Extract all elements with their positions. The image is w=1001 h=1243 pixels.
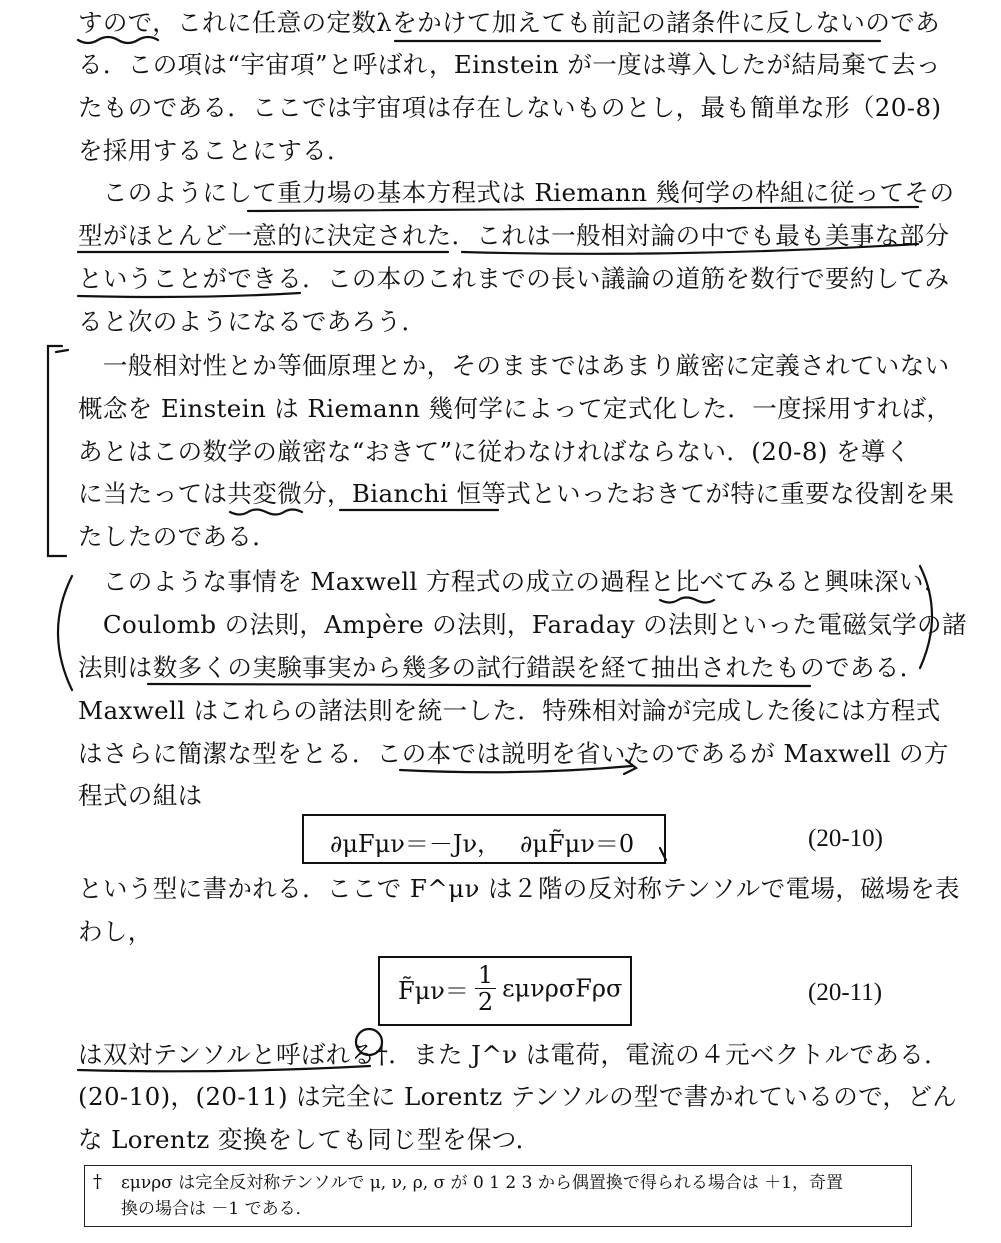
wavy-underline-kyohen [230, 510, 302, 515]
text-line-16: 法則は数多くの実験事実から幾多の試行錯誤を経て抽出されたものである． [78, 653, 925, 682]
text-line-6: 型がほとんど一意的に決定された．これは一般相対論の中でも最も美事な部分 [78, 221, 950, 250]
text-line-12: に当たっては共変微分，Bianchi 恒等式といったおきてが特に重要な役割を果 [78, 479, 955, 508]
text-line-24: な Lorentz 変換をしても同じ型を保つ． [78, 1125, 541, 1154]
text-line-3: たものである．ここでは宇宙項は存在しないものとし，最も簡単な形（20-8) [78, 93, 942, 122]
footnote-line-1: εμνρσ は完全反対称テンソルで μ, ν, ρ, σ が 0 1 2 3 から偶置換で得られる場合は ＋1，奇置 [121, 1173, 844, 1193]
text-line-15: Coulomb の法則，Ampère の法則，Faraday の法則といった電磁気学の諸 [78, 610, 967, 639]
text-line-17: Maxwell はこれらの諸法則を統一した．特殊相対論が完成した後には方程式 [78, 696, 941, 725]
text-line-5: このようにして重力場の基本方程式は Riemann 幾何学の枠組に従ってその [78, 178, 955, 207]
equation-20-10-left: ∂μFμν＝－Jν， [330, 830, 502, 858]
text-line-21: わし， [78, 917, 153, 946]
paren-left-maxwell [58, 576, 72, 690]
equation-20-10-right: ∂μF̃μν＝0 [520, 830, 635, 858]
fraction-numerator: 1 [475, 962, 496, 989]
text-line-4: を採用することにする． [78, 136, 352, 165]
fraction-one-half [475, 962, 496, 1015]
text-line-11: あとはこの数学の厳密な“おきて”に従わなければならない．(20-8) を導く [78, 437, 911, 466]
text-line-22: は双対テンソルと呼ばれる†．また J^ν は電荷，電流の４元ベクトルである． [78, 1040, 950, 1069]
text-line-23: (20-10)，(20-11) は完全に Lorentz テンソルの型で書かれているので，どん [78, 1082, 958, 1111]
text-line-18: はさらに簡潔な型をとる．この本では説明を省いたのであるが Maxwell の方 [78, 739, 949, 768]
bracket-left-rect [48, 346, 66, 556]
text-line-13: たしたのである． [78, 522, 278, 551]
underline-line-16 [148, 684, 810, 686]
footnote-box [84, 1165, 912, 1227]
equation-number-20-11: (20-11) [808, 979, 883, 1006]
text-line-10: 概念を Einstein は Riemann 幾何学によって定式化した．一度採用すれば， [78, 394, 952, 423]
text-line-1: すので，これに任意の定数λをかけて加えても前記の諸条件に反しないのであ [78, 8, 941, 37]
fraction-denominator: 2 [477, 988, 494, 1016]
footnote-line-2: 換の場合は －1 である． [121, 1199, 313, 1219]
bracket-left-rect-inner [56, 350, 68, 352]
footnote-dagger-mark: † [93, 1171, 102, 1192]
text-line-2: る．この項は“宇宙項”と呼ばれ，Einstein が一度は導入したが結局棄て去っ [78, 50, 941, 79]
text-line-9: 一般相対性とか等価原理とか，そのままではあまり厳密に定義されていない [78, 351, 950, 380]
text-line-19: 程式の組は [78, 781, 203, 810]
equation-number-20-10: (20-10) [808, 825, 883, 852]
text-line-20: という型に書かれる．ここで F^μν は２階の反対称テンソルで電場，磁場を表 [78, 874, 960, 903]
wavy-underline-kurabete [660, 598, 714, 603]
equation-20-11 [398, 962, 622, 1015]
text-line-14: このような事情を Maxwell 方程式の成立の過程と比べてみると興味深い． [78, 567, 949, 596]
equation-20-11-lhs: F̃μν＝ [398, 977, 469, 1005]
equation-20-11-rhs: εμνρσFρσ [502, 974, 623, 1003]
text-line-7: ということができる．この本のこれまでの長い議論の道筋を数行で要約してみ [78, 264, 950, 293]
text-line-8: ると次のようになるであろう． [78, 307, 427, 336]
